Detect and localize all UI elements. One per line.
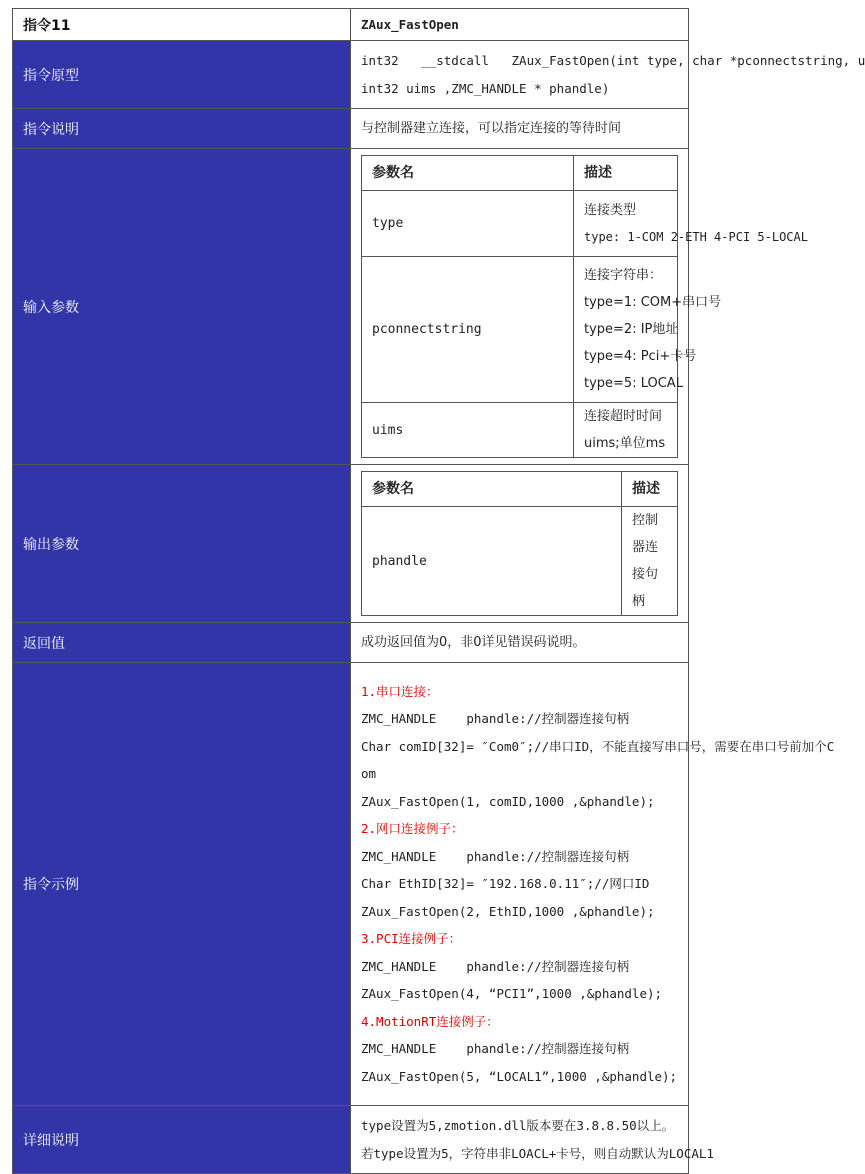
inputs-col-desc: 描述 [574, 156, 678, 191]
example-line: Char EthID[32]= ″192.168.0.11″;//网口ID [361, 876, 650, 892]
param-desc [574, 191, 808, 257]
outputs-label: 输出参数 [13, 465, 351, 623]
inputs-value [351, 149, 808, 465]
param-desc-line: type=1: COM+串口号 [584, 295, 722, 310]
examples-label: 指令示例 [13, 663, 351, 1106]
example-title: 3.PCI连接例子： [361, 931, 462, 947]
example-line: Char comID[32]= ″Com0″;//串口ID，不能直接写串口号，需要在串口号前加个C [361, 738, 835, 754]
inputs-col-name: 参数名 [362, 156, 574, 191]
outputs-col-desc: 描述 [622, 472, 678, 507]
param-desc-line: 连接类型 [584, 202, 637, 218]
param-name: type [362, 191, 574, 257]
api-doc-table [12, 8, 865, 1174]
inputs-row [13, 149, 689, 465]
example-line: om [361, 766, 377, 782]
table-row [362, 257, 678, 403]
details-line: 若type设置为5，字符串非LOACL+卡号，则自动默认为LOCAL1 [361, 1145, 714, 1161]
header-value: ZAux_FastOpen [351, 9, 689, 41]
return-value: 成功返回值为0，非0详见错误码说明。 [351, 623, 689, 663]
table-row [362, 403, 678, 458]
outputs-row [13, 465, 689, 623]
inputs-header-row [362, 156, 678, 191]
example-title: 1.串口连接： [361, 683, 439, 699]
description-value: 与控制器建立连接，可以指定连接的等待时间 [351, 109, 689, 149]
param-desc-line: 连接字符串： [584, 268, 663, 283]
prototype-value [351, 41, 865, 109]
inputs-label: 输入参数 [13, 149, 351, 465]
param-desc-line: type=2: IP地址 [584, 322, 679, 337]
description-row [13, 109, 689, 149]
example-line: ZAux_FastOpen(2, EthID,1000 ,&phandle); [361, 903, 655, 919]
details-value [351, 1106, 714, 1174]
param-name: phandle [362, 507, 622, 616]
header-row [13, 9, 689, 41]
example-title: 2.网口连接例子： [361, 821, 464, 837]
table-row [362, 507, 678, 616]
example-line: ZMC_HANDLE phandle://控制器连接句柄 [361, 711, 630, 727]
details-label: 详细说明 [13, 1106, 351, 1174]
param-desc-line: type=4: Pci+卡号 [584, 349, 697, 364]
table-row [362, 191, 678, 257]
example-line: ZAux_FastOpen(5, “LOCAL1”,1000 ,&phandle); [361, 1068, 678, 1084]
prototype-label: 指令原型 [13, 41, 351, 109]
param-desc: 连接超时时间uims;单位ms [574, 403, 678, 458]
outputs-table [361, 471, 678, 616]
example-line: ZAux_FastOpen(1, comID,1000 ,&phandle); [361, 793, 655, 809]
header-label: 指令11 [13, 9, 351, 41]
prototype-line: int32 __stdcall ZAux_FastOpen(int type, char *pconnectstring, u [361, 53, 865, 68]
param-desc [574, 257, 722, 403]
param-name: uims [362, 403, 574, 458]
return-row [13, 623, 689, 663]
details-row [13, 1106, 689, 1174]
example-title: 4.MotionRT连接例子： [361, 1013, 499, 1029]
param-desc-line: type=5: LOCAL [584, 376, 683, 391]
prototype-line: int32 uims ,ZMC_HANDLE * phandle) [361, 80, 610, 96]
example-line: ZMC_HANDLE phandle://控制器连接句柄 [361, 1041, 630, 1057]
example-line: ZMC_HANDLE phandle://控制器连接句柄 [361, 848, 630, 864]
outputs-header-row [362, 472, 678, 507]
outputs-col-name: 参数名 [362, 472, 622, 507]
inputs-table [361, 155, 808, 458]
description-label: 指令说明 [13, 109, 351, 149]
param-name: pconnectstring [362, 257, 574, 403]
outputs-value [351, 465, 689, 623]
return-label: 返回值 [13, 623, 351, 663]
param-desc-line: type: 1-COM 2-ETH 4-PCI 5-LOCAL [584, 229, 808, 244]
examples-row [13, 663, 689, 1106]
prototype-row [13, 41, 689, 109]
examples-value [351, 663, 835, 1106]
example-line: ZMC_HANDLE phandle://控制器连接句柄 [361, 958, 630, 974]
example-line: ZAux_FastOpen(4, “PCI1”,1000 ,&phandle); [361, 986, 663, 1002]
param-desc: 控制器连接句柄 [622, 507, 678, 616]
details-line: type设置为5,zmotion.dll版本要在3.8.8.50以上。 [361, 1118, 675, 1133]
